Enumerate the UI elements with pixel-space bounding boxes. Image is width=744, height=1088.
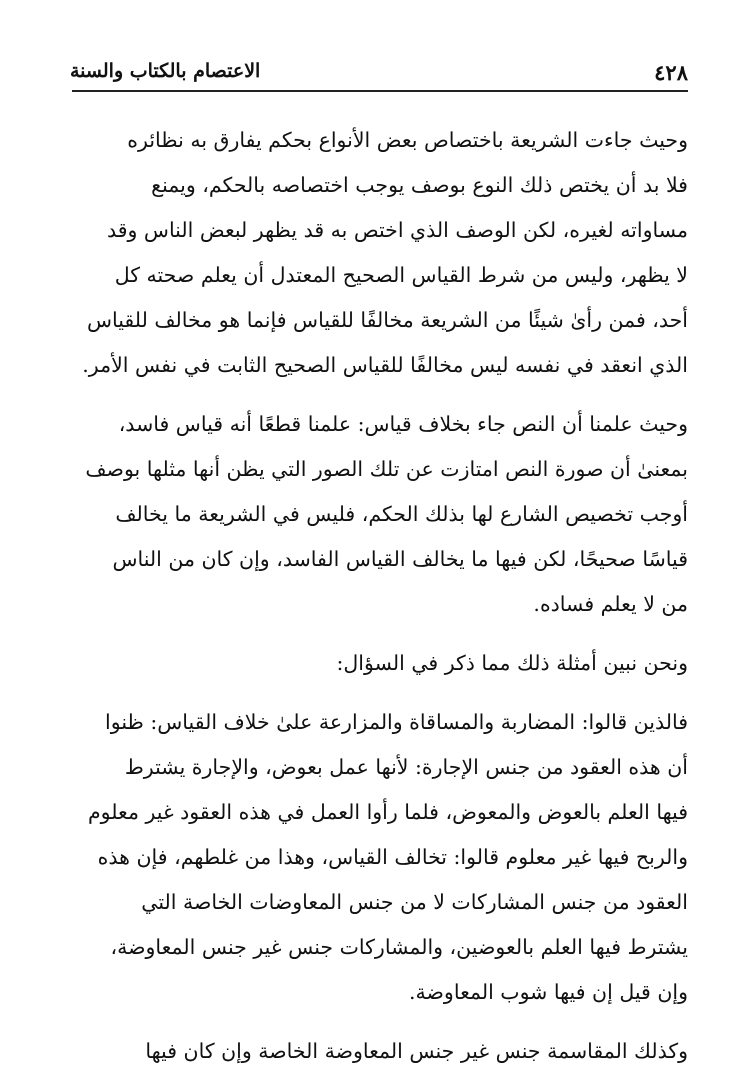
text-line: العقود من جنس المشاركات لا من جنس المعاوضات الخاصة التي [141,890,688,914]
text-line: ونحن نبين أمثلة ذلك مما ذكر في السؤال: [336,651,688,675]
text-line: وحيث جاءت الشريعة باختصاص بعض الأنواع بحكم يفارق به نظائره [127,128,688,152]
text-line: وإن قيل إن فيها شوب المعاوضة. [409,980,688,1004]
text-line: والربح فيها غير معلوم قالوا: تخالف القياس، وهذا من غلطهم، فإن هذه [97,845,688,869]
text-line: وحيث علمنا أن النص جاء بخلاف قياس: علمنا قطعًا أنه قياس فاسد، [118,412,688,436]
page-number: ٤٢٨ [654,60,688,85]
text-line: من لا يعلم فساده. [533,592,688,616]
page-header [70,50,688,90]
text-line: مساواته لغيره، لكن الوصف الذي اختص به قد يظهر لبعض الناس وقد [106,218,688,242]
paragraph-3 [72,641,688,686]
paragraph-5 [72,1029,688,1074]
text-line: أوجب تخصيص الشارع لها بذلك الحكم، فليس في الشريعة ما يخالف [115,502,688,526]
text-line: بمعنىٰ أن صورة النص امتازت عن تلك الصور التي يظن أنها مثلها بوصف [85,457,688,481]
header-divider [72,90,688,92]
text-line: فلا بد أن يختص ذلك النوع بوصف يوجب اختصاصه بالحكم، ويمنع [151,173,688,197]
text-line: أن هذه العقود من جنس الإجارة: لأنها عمل بعوض، والإجارة يشترط [124,755,688,779]
text-line: فالذين قالوا: المضاربة والمساقاة والمزارعة علىٰ خلاف القياس: ظنوا [105,710,688,734]
paragraph-4 [72,700,688,1015]
text-line: يشترط فيها العلم بالعوضين، والمشاركات جنس غير جنس المعاوضة، [110,935,688,959]
text-line: أحد، فمن رأىٰ شيئًا من الشريعة مخالفًا للقياس فإنما هو مخالف للقياس [86,308,688,332]
text-line: لا يظهر، وليس من شرط القياس الصحيح المعتدل أن يعلم صحته كل [114,263,688,287]
text-line: فيها العلم بالعوض والمعوض، فلما رأوا العمل في هذه العقود غير معلوم [87,800,688,824]
paragraph-2 [72,402,688,627]
text-line: وكذلك المقاسمة جنس غير جنس المعاوضة الخاصة وإن كان فيها [145,1039,688,1063]
running-title: الاعتصام بالكتاب والسنة [70,60,261,82]
page-body [72,118,688,1088]
text-line: قياسًا صحيحًا، لكن فيها ما يخالف القياس الفاسد، وإن كان من الناس [112,547,688,571]
text-line: الذي انعقد في نفسه ليس مخالفًا للقياس الصحيح الثابت في نفس الأمر. [82,353,688,377]
paragraph-1 [72,118,688,388]
